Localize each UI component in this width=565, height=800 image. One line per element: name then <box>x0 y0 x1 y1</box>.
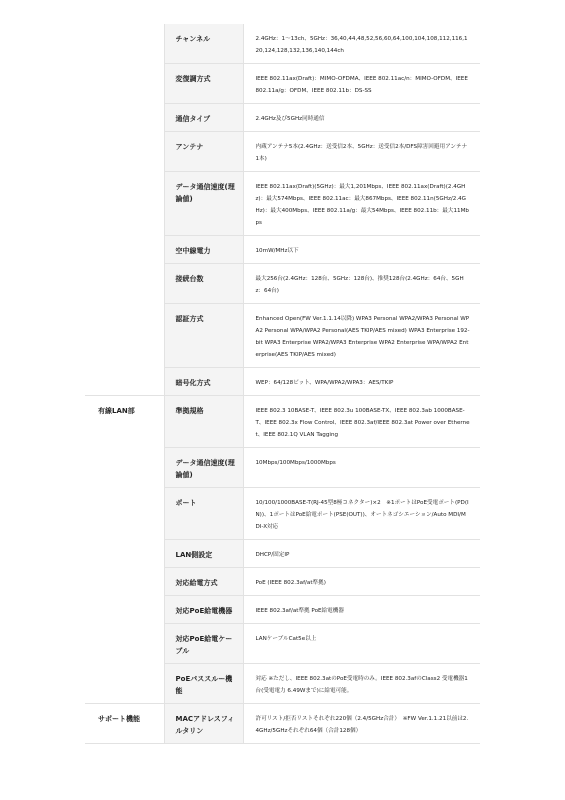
spec-value: 許可リスト/拒否リストそれぞれ220個（2.4/5GHz合計） ※FW Ver.1.1.21以前は2.4GHz/5GHzそれぞれ64個（合計128個） <box>243 704 480 744</box>
spec-value: 2.4GHz：1〜13ch、5GHz：36,40,44,48,52,56,60,64,100,104,108,112,116,120,124,128,132,136,140,144ch <box>243 24 480 64</box>
spec-table <box>85 24 480 744</box>
spec-label: チャンネル <box>164 24 243 64</box>
spec-value: 内蔵アンテナ5本(2.4GHz：送受信2本、5GHz：送受信2本/DFS障害回避用アンテナ1本) <box>243 132 480 172</box>
spec-label: 通信タイプ <box>164 104 243 132</box>
spec-label: 認証方式 <box>164 304 243 368</box>
spec-label: 対応PoE給電機器 <box>164 596 243 624</box>
spec-value: 10mW/MHz以下 <box>243 236 480 264</box>
spec-value: WEP：64/128ビット、WPA/WPA2/WPA3：AES/TKIP <box>243 368 480 396</box>
spec-value: IEEE 802.11ax(Draft)(5GHz)：最大1,201Mbps、IEEE 802.11ax(Draft)(2.4GHz)：最大574Mbps、IEEE 802.11ac：最大867Mbps、IEEE 802.11n(5GHz/2.4GHz)：最大400Mbps、IEEE 802.11a/g：最大54Mbps、IEEE 802.11b：最大11Mbps <box>243 172 480 236</box>
spec-value: DHCP/固定IP <box>243 540 480 568</box>
spec-value: 2.4GHz及び5GHz同時通信 <box>243 104 480 132</box>
spec-label: PoEパススルー機能 <box>164 664 243 704</box>
spec-value: IEEE 802.11ax(Draft)：MIMO-OFDMA、IEEE 802.11ac/n：MIMO-OFDM、IEEE 802.11a/g：OFDM、IEEE 802.11b：DS-SS <box>243 64 480 104</box>
spec-row <box>85 24 480 64</box>
spec-group-label: 有線LAN部 <box>85 396 164 704</box>
spec-label: データ通信速度(理論値) <box>164 448 243 488</box>
spec-label: LAN側設定 <box>164 540 243 568</box>
spec-group-label <box>85 24 164 396</box>
spec-label: データ通信速度(理論値) <box>164 172 243 236</box>
spec-value: PoE (IEEE 802.3af/at準拠) <box>243 568 480 596</box>
spec-row <box>85 704 480 744</box>
spec-label: 変復調方式 <box>164 64 243 104</box>
spec-table-body <box>85 24 480 744</box>
spec-label: 対応PoE給電ケーブル <box>164 624 243 664</box>
spec-value: IEEE 802.3af/at準拠 PoE給電機器 <box>243 596 480 624</box>
spec-row <box>85 396 480 448</box>
spec-value: 最大256台(2.4GHz：128台、5GHz：128台)、推奨128台(2.4GHz：64台、5GHz：64台) <box>243 264 480 304</box>
spec-value: LANケーブルCat5e以上 <box>243 624 480 664</box>
spec-label: 接続台数 <box>164 264 243 304</box>
spec-label: 空中線電力 <box>164 236 243 264</box>
spec-label: 暗号化方式 <box>164 368 243 396</box>
spec-label: 対応給電方式 <box>164 568 243 596</box>
spec-group-label: サポート機能 <box>85 704 164 744</box>
spec-value: IEEE 802.3 10BASE-T、IEEE 802.3u 100BASE-TX、IEEE 802.3ab 1000BASE-T、IEEE 802.3x Flow Control、IEEE 802.3af/IEEE 802.3at Power over Ethernet、IEEE 802.1Q VLAN Tagging <box>243 396 480 448</box>
spec-value: 10Mbps/100Mbps/1000Mbps <box>243 448 480 488</box>
spec-label: 準拠規格 <box>164 396 243 448</box>
spec-value: 対応 ※ただし、IEEE 802.3atのPoE受電時のみ。IEEE 802.3afのClass2 受電機器1台(受電電力 6.49Wまで)に給電可能。 <box>243 664 480 704</box>
spec-label: MACアドレスフィルタリン <box>164 704 243 744</box>
spec-label: ポート <box>164 488 243 540</box>
spec-value: Enhanced Open(FW Ver.1.1.14以降) WPA3 Personal WPA2/WPA3 Personal WPA2 Personal WPA/WPA2 Personal(AES TKIP/AES mixed) WPA3 Enterprise 192-bit WPA3 Enterprise WPA2/WPA3 Enterprise WPA2 Enterprise WPA/WPA2 Enterprise(AES TKIP/AES mixed) <box>243 304 480 368</box>
spec-label: アンテナ <box>164 132 243 172</box>
spec-value: 10/100/1000BASE-T(RJ-45型8極コネクター)×2 ※1ポートはPoE受電ポート(PD(IN))、1ポートはPoE給電ポート(PSE(OUT))、オートネゴシエーション/Auto MDI/MDI-X対応 <box>243 488 480 540</box>
